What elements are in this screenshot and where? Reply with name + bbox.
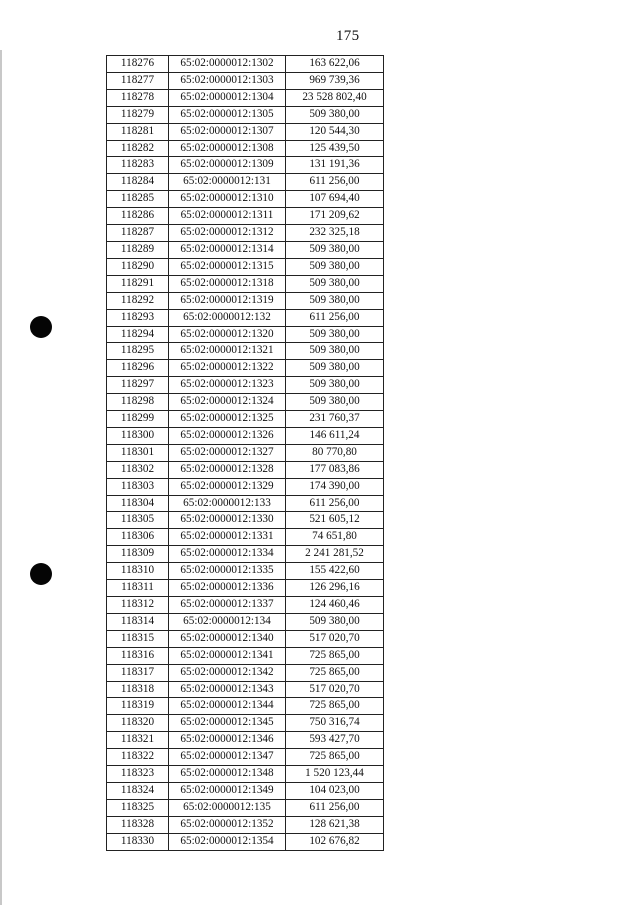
value-cell: 232 325,18 [286,225,384,242]
record-id-cell: 118284 [107,174,169,191]
cadastral-number-cell: 65:02:0000012:1315 [169,258,286,275]
cadastral-number-cell: 65:02:0000012:1311 [169,208,286,225]
value-cell: 2 241 281,52 [286,546,384,563]
record-id-cell: 118297 [107,377,169,394]
cadastral-number-cell: 65:02:0000012:1352 [169,816,286,833]
cadastral-number-cell: 65:02:0000012:1302 [169,56,286,73]
value-cell: 120 544,30 [286,123,384,140]
cadastral-number-cell: 65:02:0000012:1321 [169,343,286,360]
value-cell: 174 390,00 [286,478,384,495]
value-cell: 177 083,86 [286,461,384,478]
table-row [107,377,384,394]
cadastral-number-cell: 65:02:0000012:1318 [169,275,286,292]
record-id-cell: 118321 [107,732,169,749]
table-row [107,529,384,546]
table-row [107,782,384,799]
record-id-cell: 118309 [107,546,169,563]
cadastral-number-cell: 65:02:0000012:133 [169,495,286,512]
cadastral-number-cell: 65:02:0000012:1331 [169,529,286,546]
value-cell: 509 380,00 [286,343,384,360]
record-id-cell: 118328 [107,816,169,833]
value-cell: 750 316,74 [286,715,384,732]
record-id-cell: 118301 [107,444,169,461]
cadastral-number-cell: 65:02:0000012:1323 [169,377,286,394]
record-id-cell: 118323 [107,766,169,783]
cadastral-number-cell: 65:02:0000012:1335 [169,563,286,580]
value-cell: 80 770,80 [286,444,384,461]
table-row [107,698,384,715]
table-row [107,715,384,732]
value-cell: 509 380,00 [286,241,384,258]
table-row [107,833,384,850]
page-number: 175 [336,28,360,44]
record-id-cell: 118310 [107,563,169,580]
value-cell: 509 380,00 [286,292,384,309]
record-id-cell: 118294 [107,326,169,343]
table-row [107,72,384,89]
value-cell: 725 865,00 [286,664,384,681]
value-cell: 23 528 802,40 [286,89,384,106]
value-cell: 104 023,00 [286,782,384,799]
cadastral-number-cell: 65:02:0000012:1330 [169,512,286,529]
value-cell: 107 694,40 [286,191,384,208]
table-row [107,360,384,377]
table-row [107,461,384,478]
cadastral-number-cell: 65:02:0000012:1348 [169,766,286,783]
record-id-cell: 118302 [107,461,169,478]
table-row [107,766,384,783]
cadastral-number-cell: 65:02:0000012:1329 [169,478,286,495]
value-cell: 725 865,00 [286,647,384,664]
record-id-cell: 118318 [107,681,169,698]
value-cell: 231 760,37 [286,411,384,428]
cadastral-number-cell: 65:02:0000012:1324 [169,394,286,411]
table-row [107,732,384,749]
cadastral-number-cell: 65:02:0000012:1349 [169,782,286,799]
table-row [107,495,384,512]
value-cell: 126 296,16 [286,580,384,597]
table-row [107,208,384,225]
cadastral-number-cell: 65:02:0000012:135 [169,799,286,816]
data-table [106,55,384,851]
cadastral-number-cell: 65:02:0000012:1347 [169,749,286,766]
cadastral-number-cell: 65:02:0000012:131 [169,174,286,191]
value-cell: 128 621,38 [286,816,384,833]
table-body [107,56,384,851]
record-id-cell: 118287 [107,225,169,242]
record-id-cell: 118296 [107,360,169,377]
record-id-cell: 118286 [107,208,169,225]
table-row [107,123,384,140]
cadastral-number-cell: 65:02:0000012:1327 [169,444,286,461]
record-id-cell: 118276 [107,56,169,73]
value-cell: 509 380,00 [286,326,384,343]
table-row [107,157,384,174]
table-row [107,580,384,597]
cadastral-number-cell: 65:02:0000012:1308 [169,140,286,157]
record-id-cell: 118314 [107,613,169,630]
record-id-cell: 118319 [107,698,169,715]
punch-hole-mark [30,563,52,585]
table-row [107,106,384,123]
table-row [107,799,384,816]
value-cell: 102 676,82 [286,833,384,850]
value-cell: 74 651,80 [286,529,384,546]
value-cell: 521 605,12 [286,512,384,529]
cadastral-number-cell: 65:02:0000012:1343 [169,681,286,698]
cadastral-number-cell: 65:02:0000012:1334 [169,546,286,563]
value-cell: 611 256,00 [286,495,384,512]
record-id-cell: 118322 [107,749,169,766]
table-row [107,546,384,563]
value-cell: 725 865,00 [286,698,384,715]
table-row [107,512,384,529]
value-cell: 155 422,60 [286,563,384,580]
value-cell: 163 622,06 [286,56,384,73]
record-id-cell: 118277 [107,72,169,89]
table-row [107,478,384,495]
value-cell: 509 380,00 [286,106,384,123]
value-cell: 517 020,70 [286,630,384,647]
cadastral-number-cell: 65:02:0000012:1328 [169,461,286,478]
record-id-cell: 118299 [107,411,169,428]
value-cell: 593 427,70 [286,732,384,749]
cadastral-number-cell: 65:02:0000012:1337 [169,597,286,614]
record-id-cell: 118289 [107,241,169,258]
cadastral-number-cell: 65:02:0000012:1346 [169,732,286,749]
record-id-cell: 118282 [107,140,169,157]
value-cell: 611 256,00 [286,309,384,326]
record-id-cell: 118311 [107,580,169,597]
value-cell: 969 739,36 [286,72,384,89]
table-row [107,411,384,428]
value-cell: 509 380,00 [286,394,384,411]
value-cell: 509 380,00 [286,613,384,630]
cadastral-number-cell: 65:02:0000012:1354 [169,833,286,850]
record-id-cell: 118305 [107,512,169,529]
table-row [107,427,384,444]
record-id-cell: 118283 [107,157,169,174]
record-id-cell: 118312 [107,597,169,614]
scan-edge-line [0,50,2,905]
value-cell: 146 611,24 [286,427,384,444]
cadastral-number-cell: 65:02:0000012:1314 [169,241,286,258]
data-table-container [106,55,383,851]
cadastral-number-cell: 65:02:0000012:1309 [169,157,286,174]
cadastral-number-cell: 65:02:0000012:1345 [169,715,286,732]
value-cell: 171 209,62 [286,208,384,225]
cadastral-number-cell: 65:02:0000012:1326 [169,427,286,444]
value-cell: 125 439,50 [286,140,384,157]
record-id-cell: 118291 [107,275,169,292]
value-cell: 517 020,70 [286,681,384,698]
table-row [107,613,384,630]
record-id-cell: 118278 [107,89,169,106]
table-row [107,597,384,614]
record-id-cell: 118300 [107,427,169,444]
value-cell: 509 380,00 [286,377,384,394]
table-row [107,444,384,461]
table-row [107,394,384,411]
table-row [107,89,384,106]
record-id-cell: 118290 [107,258,169,275]
cadastral-number-cell: 65:02:0000012:1305 [169,106,286,123]
record-id-cell: 118320 [107,715,169,732]
record-id-cell: 118324 [107,782,169,799]
cadastral-number-cell: 65:02:0000012:1319 [169,292,286,309]
cadastral-number-cell: 65:02:0000012:1344 [169,698,286,715]
record-id-cell: 118316 [107,647,169,664]
cadastral-number-cell: 65:02:0000012:1322 [169,360,286,377]
table-row [107,258,384,275]
cadastral-number-cell: 65:02:0000012:1325 [169,411,286,428]
table-row [107,174,384,191]
record-id-cell: 118292 [107,292,169,309]
record-id-cell: 118281 [107,123,169,140]
table-row [107,309,384,326]
cadastral-number-cell: 65:02:0000012:1320 [169,326,286,343]
cadastral-number-cell: 65:02:0000012:1307 [169,123,286,140]
value-cell: 611 256,00 [286,799,384,816]
record-id-cell: 118325 [107,799,169,816]
table-row [107,292,384,309]
record-id-cell: 118279 [107,106,169,123]
table-row [107,681,384,698]
table-row [107,56,384,73]
record-id-cell: 118295 [107,343,169,360]
table-row [107,275,384,292]
table-row [107,664,384,681]
table-row [107,563,384,580]
cadastral-number-cell: 65:02:0000012:1340 [169,630,286,647]
value-cell: 124 460,46 [286,597,384,614]
cadastral-number-cell: 65:02:0000012:1336 [169,580,286,597]
record-id-cell: 118315 [107,630,169,647]
value-cell: 509 380,00 [286,360,384,377]
value-cell: 131 191,36 [286,157,384,174]
table-row [107,816,384,833]
table-row [107,343,384,360]
table-row [107,326,384,343]
table-row [107,241,384,258]
cadastral-number-cell: 65:02:0000012:134 [169,613,286,630]
table-row [107,191,384,208]
record-id-cell: 118304 [107,495,169,512]
record-id-cell: 118303 [107,478,169,495]
table-row [107,749,384,766]
table-row [107,647,384,664]
cadastral-number-cell: 65:02:0000012:132 [169,309,286,326]
value-cell: 509 380,00 [286,258,384,275]
table-row [107,140,384,157]
value-cell: 509 380,00 [286,275,384,292]
table-row [107,630,384,647]
table-row [107,225,384,242]
value-cell: 611 256,00 [286,174,384,191]
cadastral-number-cell: 65:02:0000012:1312 [169,225,286,242]
record-id-cell: 118330 [107,833,169,850]
punch-hole-mark [30,316,52,338]
cadastral-number-cell: 65:02:0000012:1303 [169,72,286,89]
record-id-cell: 118306 [107,529,169,546]
record-id-cell: 118298 [107,394,169,411]
value-cell: 725 865,00 [286,749,384,766]
record-id-cell: 118285 [107,191,169,208]
cadastral-number-cell: 65:02:0000012:1342 [169,664,286,681]
value-cell: 1 520 123,44 [286,766,384,783]
cadastral-number-cell: 65:02:0000012:1304 [169,89,286,106]
record-id-cell: 118293 [107,309,169,326]
cadastral-number-cell: 65:02:0000012:1341 [169,647,286,664]
cadastral-number-cell: 65:02:0000012:1310 [169,191,286,208]
record-id-cell: 118317 [107,664,169,681]
